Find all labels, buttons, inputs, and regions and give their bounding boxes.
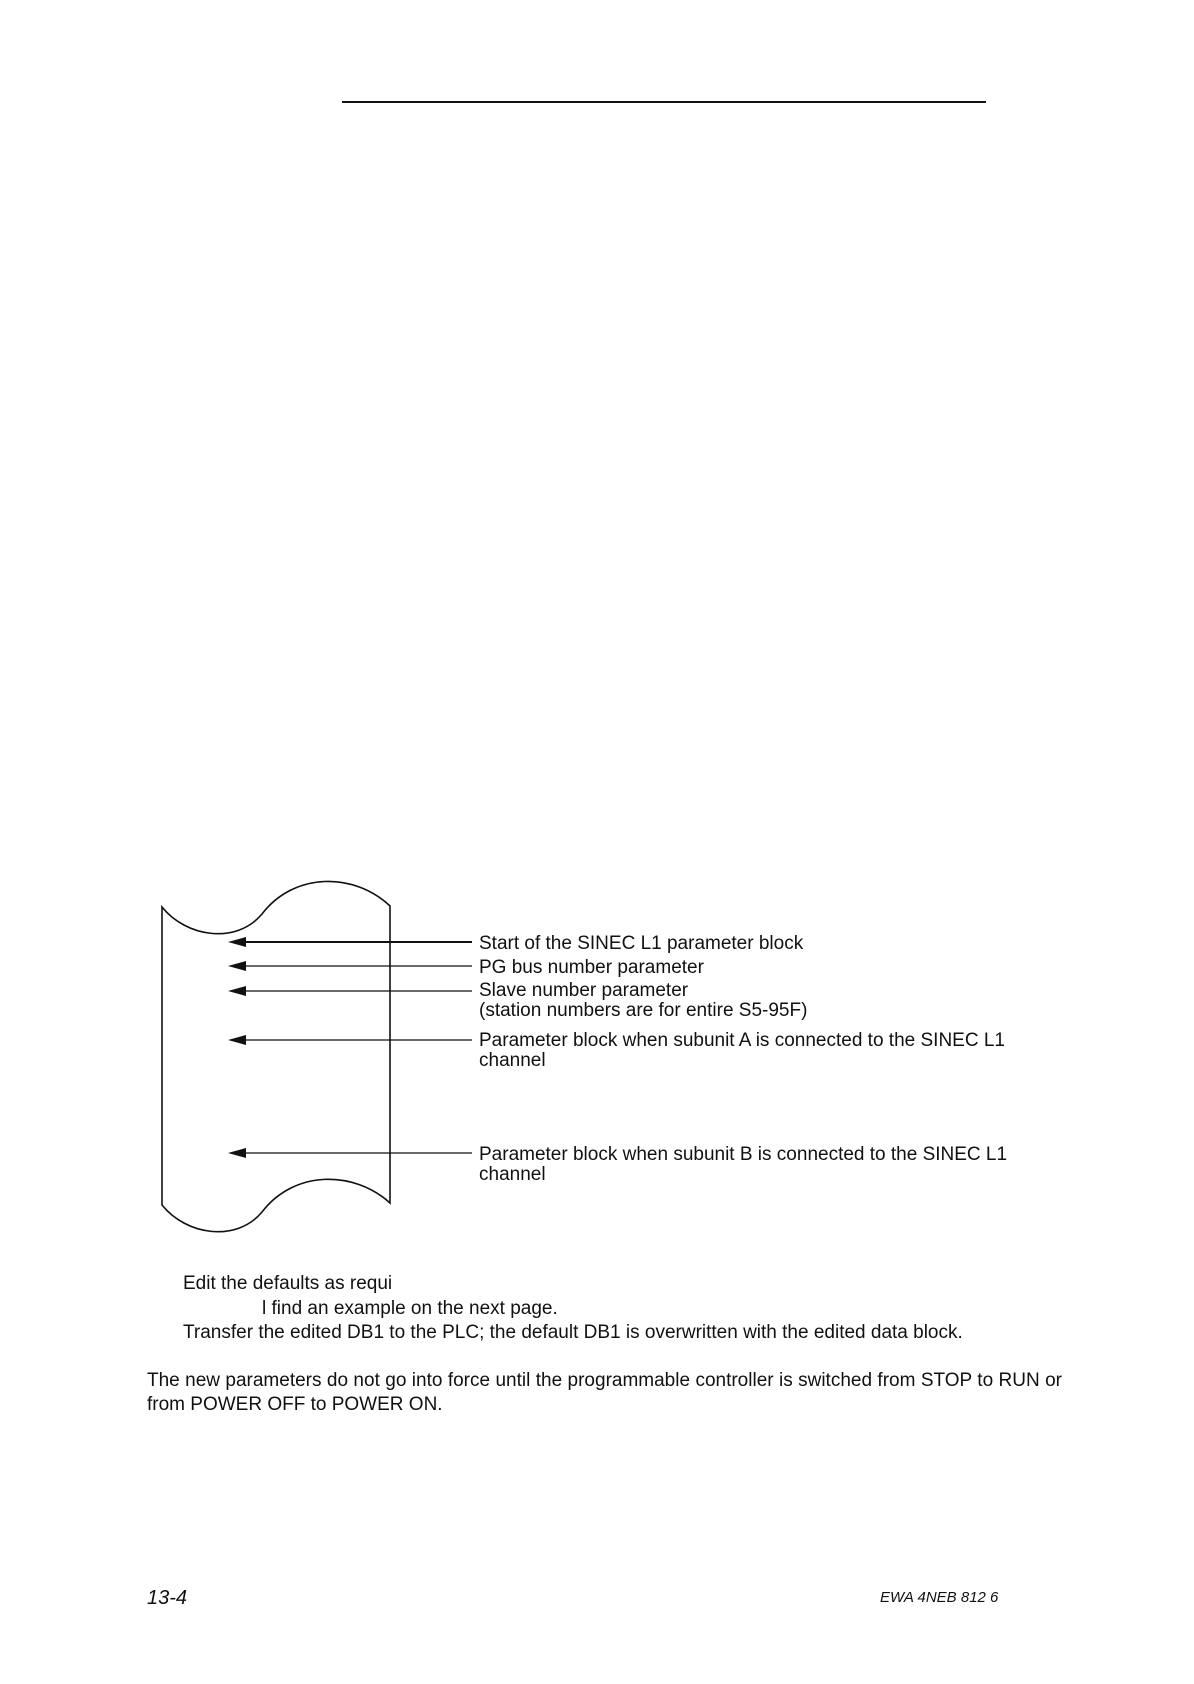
document-id: EWA 4NEB 812 6: [880, 1589, 999, 1606]
callout-subunit-a-line2: channel: [479, 1050, 546, 1071]
header-rule: [342, 101, 986, 103]
body-paragraph: The new parameters do not go into force until the programmable controller is switched from STOP to RUN or from POWER OFF to POWER ON.: [147, 1370, 1062, 1415]
step-example: l find an example on the next page.: [262, 1298, 558, 1319]
callout-pg-bus: PG bus number parameter: [479, 957, 704, 978]
callout-slave-number: Slave number parameter: [479, 980, 689, 1001]
page-number: 13-4: [147, 1587, 188, 1609]
callout-station-note: (station numbers are for entire S5-95F): [479, 1000, 808, 1021]
block-outline: [162, 881, 390, 1231]
callout-subunit-b-line2: channel: [479, 1164, 546, 1185]
callout-subunit-a-line1: Parameter block when subunit A is connected to the SINEC L1: [479, 1030, 1005, 1051]
step-edit: Edit the defaults as requi: [183, 1273, 393, 1294]
step-transfer: Transfer the edited DB1 to the PLC; the default DB1 is overwritten with the edited data block.: [183, 1322, 963, 1343]
callout-subunit-b-line1: Parameter block when subunit B is connected to the SINEC L1: [479, 1144, 1008, 1165]
callout-start-block: Start of the SINEC L1 parameter block: [479, 933, 804, 954]
